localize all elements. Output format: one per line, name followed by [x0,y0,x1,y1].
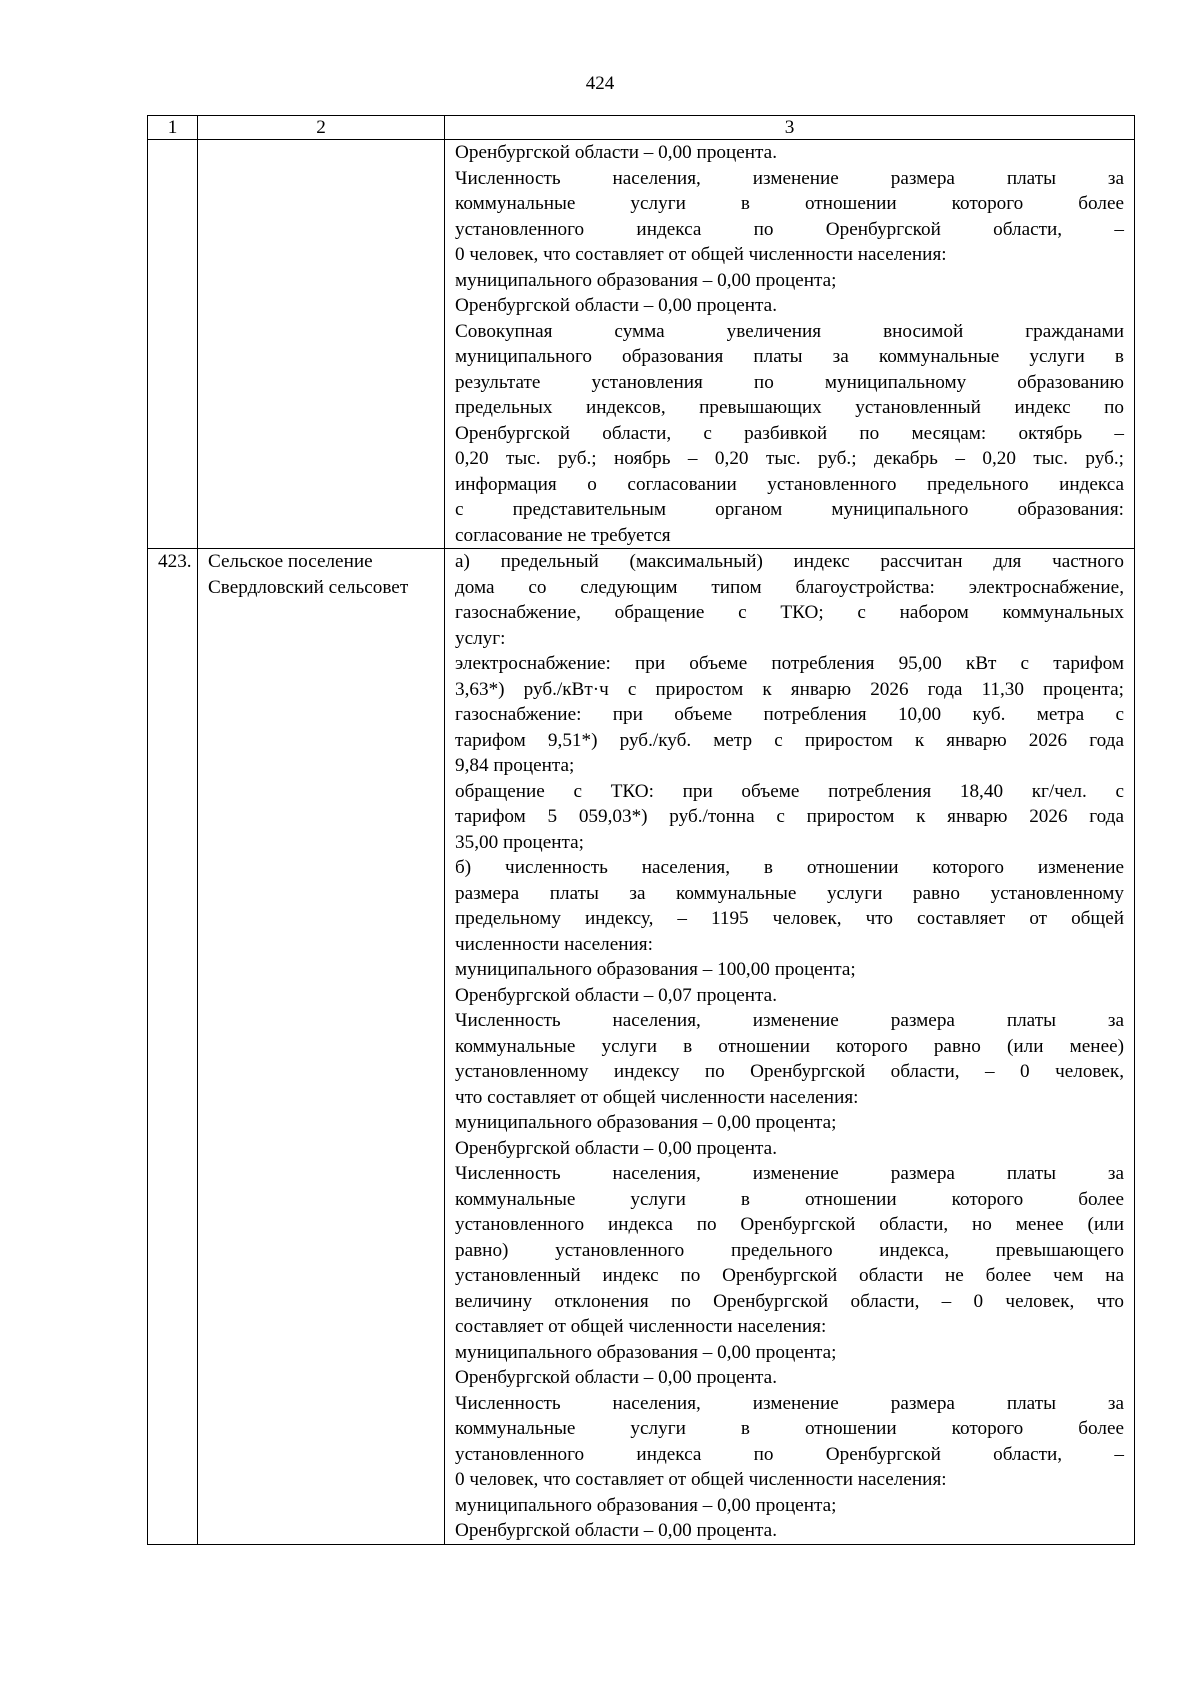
description-line: численности населения: [455,933,653,955]
description-line: установленного индекса по Оренбургской области, но менее (или [455,1214,1124,1235]
description-line: б) численность населения, в отношении которого изменение [455,857,1124,878]
table-row [148,140,1135,549]
description-line: установленного индекса по Оренбургской области, – [455,1443,1124,1465]
description-line: муниципального образования – 0,00 процента; [455,1341,837,1363]
municipality-cell [198,549,445,1545]
municipality-name-line: Свердловский сельсовет [208,576,409,598]
description-line: Оренбургской области – 0,00 процента. [455,142,777,163]
description-line: согласование не требуется [455,524,671,546]
description-line: муниципального образования – 0,00 процента; [455,269,837,291]
description-line: муниципального образования платы за коммунальные услуги в [455,346,1124,367]
table-header-row [148,116,1135,140]
description-line: Оренбургской области – 0,00 процента. [455,1520,777,1541]
description-line: Оренбургской области – 0,07 процента. [455,984,777,1006]
page-number: 424 [585,73,615,94]
description-line: установленный индекс по Оренбургской области не более чем на [455,1265,1124,1286]
description-line: Оренбургской области – 0,00 процента. [455,1137,777,1159]
description-line: составляет от общей численности населения: [455,1316,827,1337]
description-line: информация о согласовании установленного предельного индекса [455,473,1124,495]
description-line: услуг: [455,627,506,649]
description-line: что составляет от общей численности населения: [455,1086,859,1108]
description-line: размера платы за коммунальные услуги равно установленному [455,882,1124,904]
description-line: 0,20 тыс. руб.; ноябрь – 0,20 тыс. руб.; декабрь – 0,20 тыс. руб.; [455,448,1124,469]
description-line: равно) установленного предельного индекса, превышающего [455,1239,1124,1261]
description-line: Совокупная сумма увеличения вносимой гражданами [455,320,1124,342]
description-line: Численность населения, изменение размера платы за [455,167,1124,189]
row-number-cell: 423. [148,549,198,1545]
description-line: газоснабжение: при объеме потребления 10,00 куб. метра с [455,704,1124,725]
description-line: Оренбургской области – 0,00 процента. [455,1367,777,1388]
municipality-name-line: Сельское поселение [208,551,373,572]
description-line: Оренбургской области – 0,00 процента. [455,295,777,316]
description-line: муниципального образования – 0,00 процента; [455,1494,837,1516]
municipality-cell [198,140,445,549]
description-line: предельному индексу, – 1195 человек, что составляет от общей [455,908,1124,929]
description-line: Численность населения, изменение размера платы за [455,1010,1124,1031]
description-line: установленному индексу по Оренбургской области, – 0 человек, [455,1061,1124,1082]
header-cell-2: 2 [198,116,445,140]
description-line: тарифом 5 059,03*) руб./тонна с приростом к январю 2026 года [455,806,1124,827]
description-line: величину отклонения по Оренбургской области, – 0 человек, что [455,1290,1124,1312]
description-line: Численность населения, изменение размера платы за [455,1163,1124,1184]
description-line: газоснабжение, обращение с ТКО; с набором коммунальных [455,602,1124,623]
description-line: электроснабжение: при объеме потребления 95,00 кВт с тарифом [455,653,1124,674]
description-cell [445,549,1135,1545]
description-line: коммунальные услуги в отношении которого более [455,1418,1124,1439]
description-line: дома со следующим типом благоустройства: электроснабжение, [455,576,1124,598]
description-line: муниципального образования – 0,00 процента; [455,1112,837,1133]
description-line: Оренбургской области, с разбивкой по месяцам: октябрь – [455,422,1124,444]
document-table [147,115,1135,1545]
description-line: Численность населения, изменение размера платы за [455,1392,1124,1414]
description-line: 0 человек, что составляет от общей численности населения: [455,1469,947,1490]
description-cell [445,140,1135,549]
description-line: а) предельный (максимальный) индекс рассчитан для частного [455,551,1124,572]
header-cell-3: 3 [445,116,1135,140]
description-line: коммунальные услуги в отношении которого более [455,1188,1124,1210]
description-line: 35,00 процента; [455,831,584,853]
description-line: обращение с ТКО: при объеме потребления 18,40 кг/чел. с [455,780,1124,802]
description-line: с представительным органом муниципального образования: [455,499,1124,520]
description-line: 3,63*) руб./кВт·ч с приростом к январю 2026 года 11,30 процента; [455,678,1124,700]
header-cell-1: 1 [148,116,198,140]
description-line: коммунальные услуги в отношении которого равно (или менее) [455,1035,1124,1057]
description-line: установленного индекса по Оренбургской области, – [455,218,1124,240]
description-line: предельных индексов, превышающих установленный индекс по [455,397,1124,418]
table-row [148,549,1135,1545]
description-line: тарифом 9,51*) руб./куб. метр с приростом к январю 2026 года [455,729,1124,751]
row-number-cell [148,140,198,549]
description-line: 9,84 процента; [455,755,575,776]
description-line: результате установления по муниципальному образованию [455,371,1124,393]
description-line: 0 человек, что составляет от общей численности населения: [455,244,947,265]
description-line: муниципального образования – 100,00 процента; [455,959,856,980]
description-line: коммунальные услуги в отношении которого более [455,193,1124,214]
